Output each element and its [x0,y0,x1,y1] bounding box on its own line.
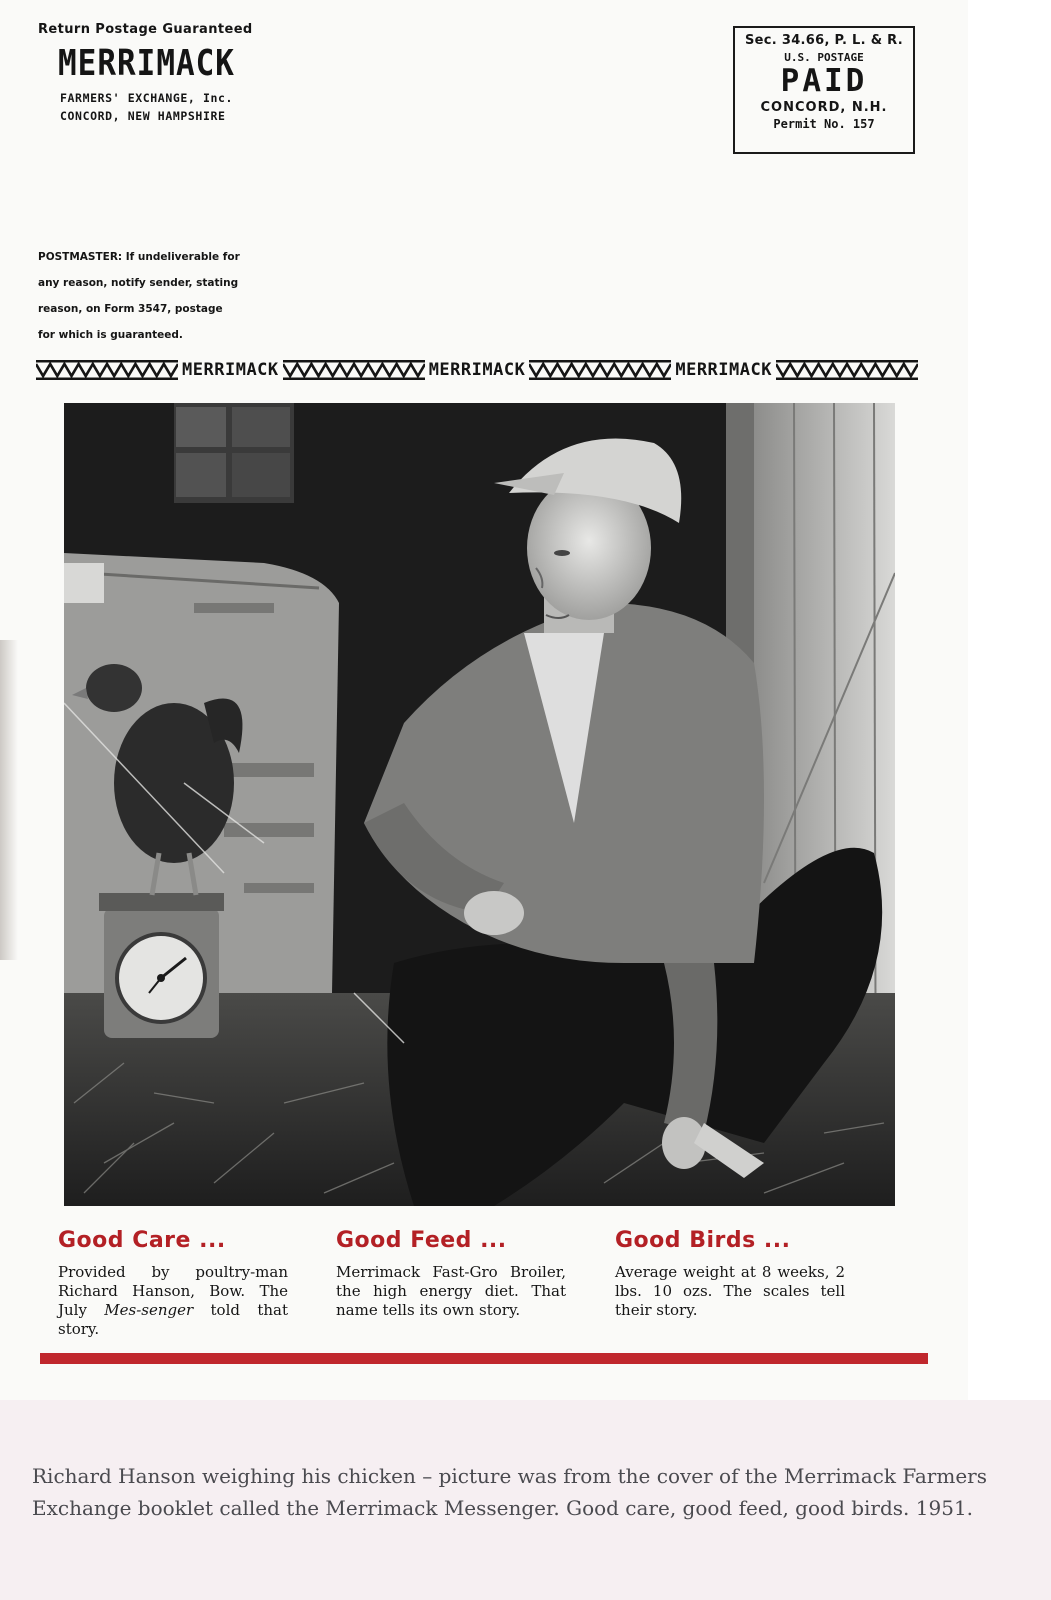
sender-company: FARMERS' EXCHANGE, Inc. [60,91,234,105]
sender-brand: MERRIMACK [58,43,235,85]
column-heading: Good Care ... [58,1228,226,1253]
column-good-care [58,1228,288,1339]
column-body: Provided by poultry-man Richard Hanson, Bow. The July Mes-senger told that story. [58,1263,288,1338]
banner-brand: MERRIMACK [675,360,772,380]
column-good-feed [336,1228,566,1320]
sender-location: CONCORD, NEW HAMPSHIRE [60,109,226,123]
sender-block [38,22,253,125]
postage-indicia [733,26,915,154]
postage-section: Sec. 34.66, P. L. & R. [745,33,903,48]
postage-city: CONCORD, N.H. [760,100,888,115]
return-postage-note: Return Postage Guaranteed [38,22,253,37]
postage-paid: PAID [780,63,868,99]
column-heading: Good Birds ... [615,1228,791,1253]
red-rule [40,1353,928,1364]
cover-photo [64,403,895,1206]
poultry-scale [99,893,224,1038]
postmaster-line: reason, on Form 3547, postage [38,303,223,315]
postmaster-line: any reason, notify sender, stating [38,277,239,289]
zigzag-border [36,360,178,380]
photo-caption: Richard Hanson weighing his chicken – picture was from the cover of the Merrimack Farmers Exchange booklet called the Merrimack Messenger. Good care, good feed, good birds. 1951. [32,1464,987,1520]
feature-columns [58,1228,858,1348]
barn-window [174,403,294,503]
banner-brand: MERRIMACK [428,360,526,380]
postmaster-line: POSTMASTER: If undeliverable for [38,251,240,263]
column-body: Merrimack Fast-Gro Broiler, the high energy diet. That name tells its own story. [336,1263,566,1319]
column-body: Average weight at 8 weeks, 2 lbs. 10 ozs. The scales tell their story. [615,1263,845,1319]
column-heading: Good Feed ... [336,1228,507,1253]
column-good-birds [615,1228,845,1320]
postage-label: U.S. POSTAGE [784,51,864,64]
zigzag-border [529,360,671,380]
postmaster-line: for which is guaranteed. [38,329,183,341]
paper-stain [0,640,18,960]
brand-banner [36,358,918,382]
zigzag-border [776,360,918,380]
postage-permit: Permit No. 157 [773,117,875,131]
postmaster-note [38,244,268,348]
banner-brand: MERRIMACK [182,360,279,380]
zigzag-border [283,360,425,380]
